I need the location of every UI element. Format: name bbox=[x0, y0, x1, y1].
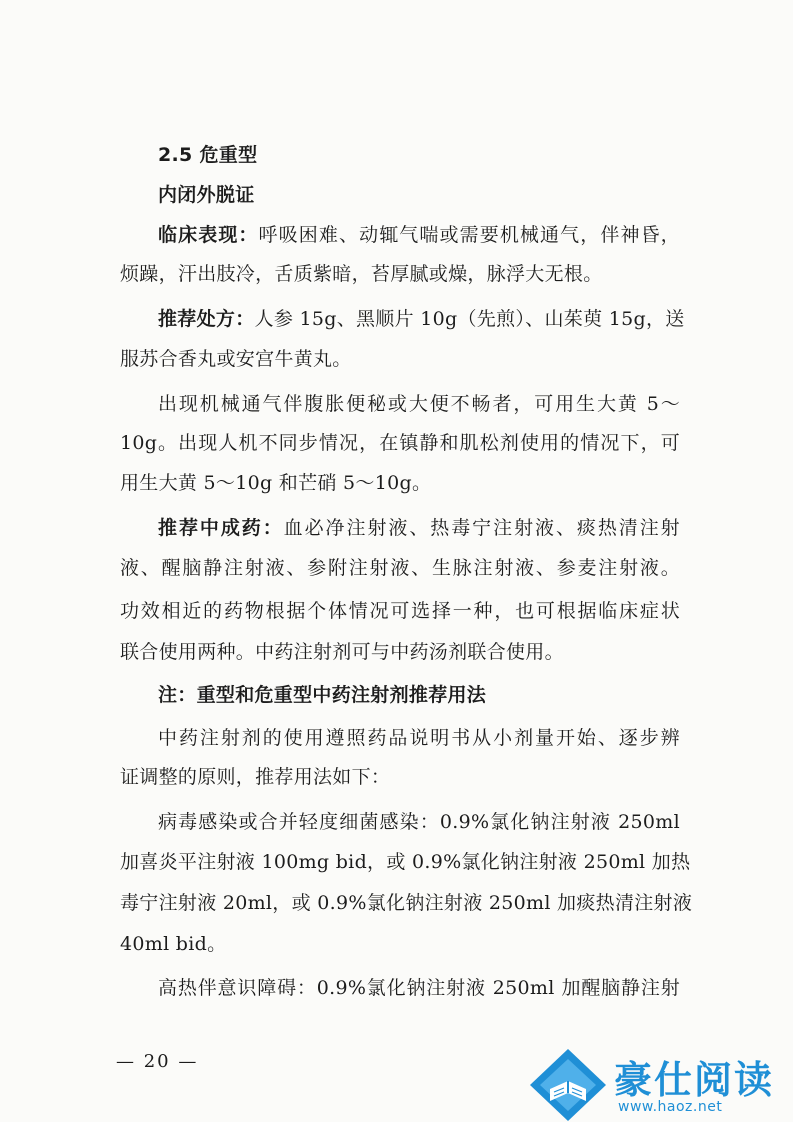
prescription-line-2: 服苏合香丸或安宫牛黄丸。 bbox=[120, 348, 352, 370]
fever-line-1: 高热伴意识障碍：0.9%氯化钠注射液 250ml 加醒脑静注射 bbox=[158, 977, 680, 999]
viral-line-1: 病毒感染或合并轻度细菌感染：0.9%氯化钠注射液 250ml bbox=[158, 811, 680, 833]
viral-line-4: 40ml bid。 bbox=[120, 933, 227, 955]
viral-line-2: 加喜炎平注射液 100mg bid，或 0.9%氯化钠注射液 250ml 加热 bbox=[120, 851, 691, 873]
adjust-line-3: 用生大黄 5～10g 和芒硝 5～10g。 bbox=[120, 472, 432, 494]
note-line-2: 证调整的原则，推荐用法如下： bbox=[120, 766, 391, 788]
note-title: 注：重型和危重型中药注射剂推荐用法 bbox=[158, 684, 487, 706]
section-subheading: 内闭外脱证 bbox=[158, 184, 255, 206]
viral-line-3: 毒宁注射液 20ml，或 0.9%氯化钠注射液 250ml 加痰热清注射液 bbox=[120, 892, 693, 914]
note-line-1: 中药注射剂的使用遵照药品说明书从小剂量开始、逐步辨 bbox=[158, 727, 680, 749]
clinical-line-2: 烦躁，汗出肢冷，舌质紫暗，苔厚腻或燥，脉浮大无根。 bbox=[120, 263, 603, 285]
patent-line-4: 联合使用两种。中药注射剂可与中药汤剂联合使用。 bbox=[120, 641, 564, 663]
prescription-text-1: 人参 15g、黑顺片 10g（先煎）、山茱萸 15g，送 bbox=[254, 308, 685, 330]
prescription-label: 推荐处方： bbox=[158, 308, 255, 330]
patent-text-1: 血必净注射液、热毒宁注射液、痰热清注射 bbox=[283, 517, 680, 539]
patent-line-2: 液、醒脑静注射液、参附注射液、生脉注射液、参麦注射液。 bbox=[120, 557, 680, 579]
clinical-label: 临床表现： bbox=[158, 224, 259, 246]
adjust-line-1: 出现机械通气伴腹胀便秘或大便不畅者，可用生大黄 5～ bbox=[158, 393, 680, 415]
watermark bbox=[528, 1045, 793, 1122]
patent-line-1 bbox=[158, 516, 680, 540]
section-heading: 2.5 危重型 bbox=[158, 144, 258, 166]
clinical-text-1: 呼吸困难、动辄气喘或需要机械通气，伴神昏， bbox=[258, 224, 680, 246]
patent-label: 推荐中成药： bbox=[158, 517, 284, 539]
open-book-diamond-icon bbox=[528, 1045, 608, 1122]
watermark-name: 豪仕阅读 bbox=[614, 1058, 775, 1102]
adjust-line-2: 10g。出现人机不同步情况，在镇静和肌松剂使用的情况下，可 bbox=[120, 432, 680, 454]
clinical-line-1 bbox=[158, 223, 680, 247]
prescription-line-1 bbox=[158, 307, 685, 331]
watermark-url: www.haoz.net bbox=[618, 1099, 723, 1115]
patent-line-3: 功效相近的药物根据个体情况可选择一种，也可根据临床症状 bbox=[120, 600, 680, 622]
page-number: — 20 — bbox=[116, 1051, 199, 1072]
